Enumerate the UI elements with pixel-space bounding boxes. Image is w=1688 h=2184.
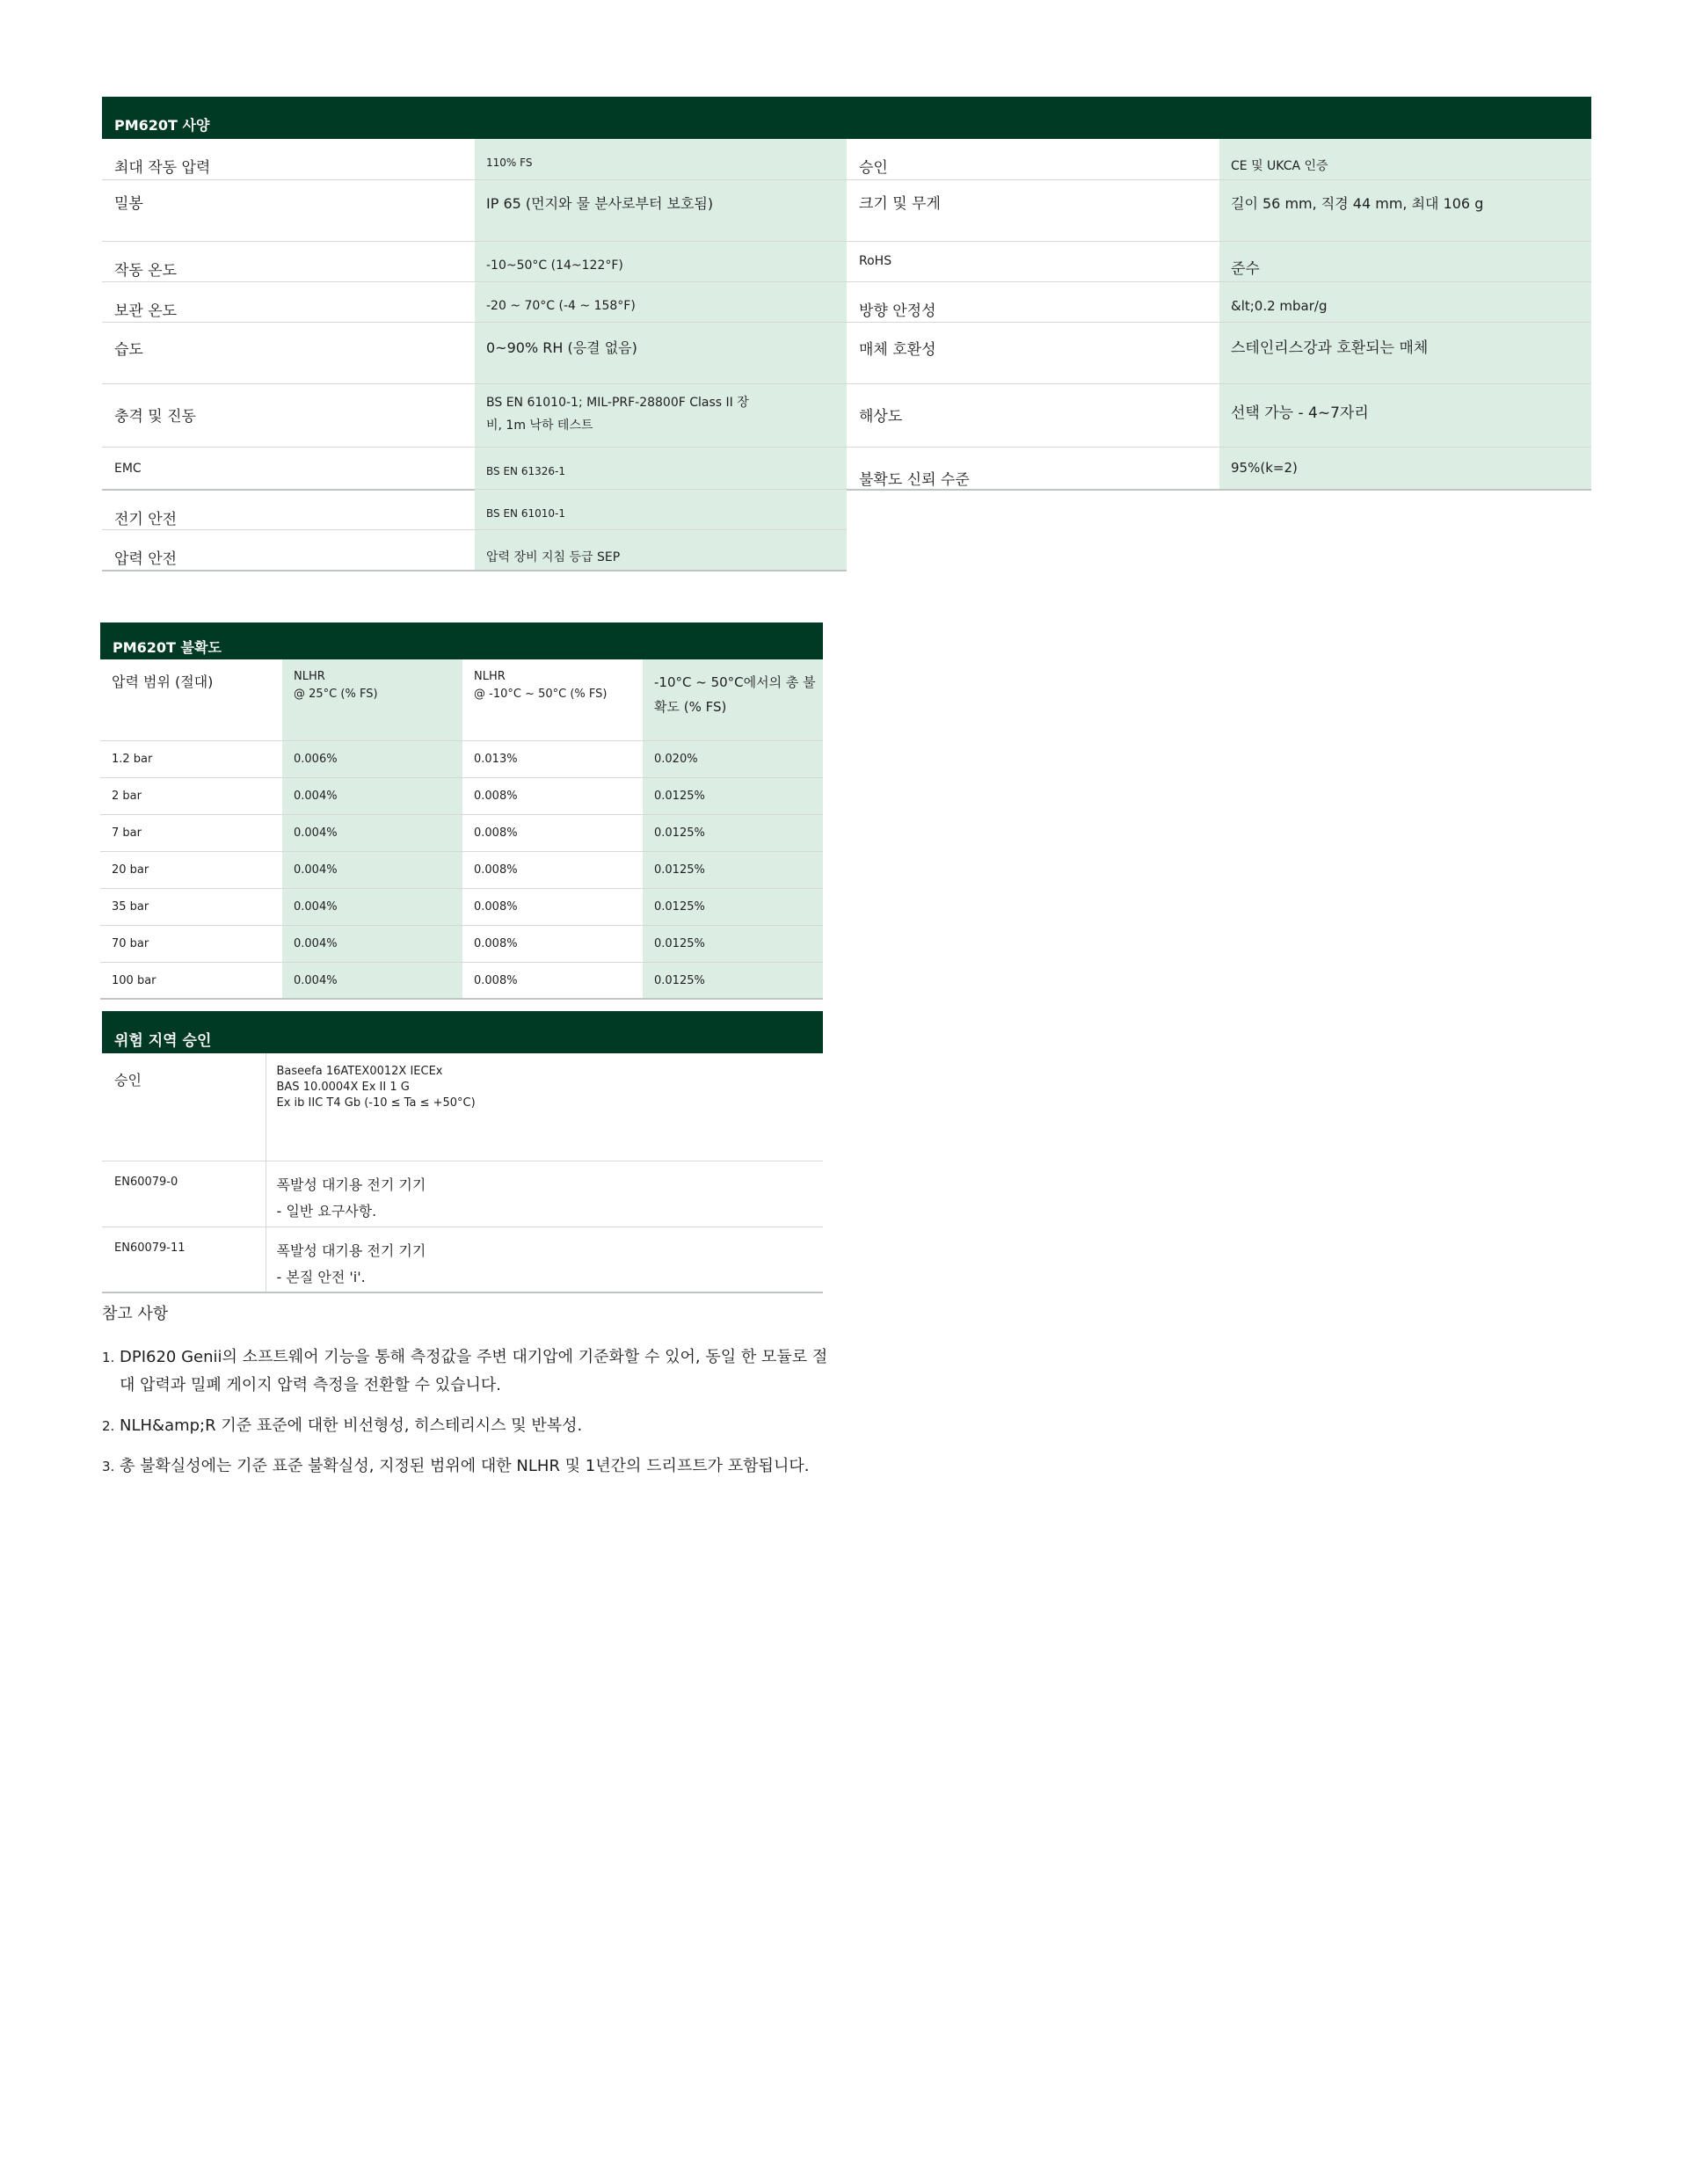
range-cell: 70 bar: [100, 925, 282, 962]
note-item: [102, 1412, 840, 1440]
table-row: [102, 490, 1591, 530]
spec-table: [102, 139, 1591, 571]
note-number: 1.: [102, 1350, 115, 1365]
spec-value: 95%(k=2): [1219, 447, 1591, 490]
value-cell: 0.0125%: [643, 888, 823, 925]
table-row: [102, 139, 1591, 179]
hazard-table: [102, 1053, 823, 1293]
spec-value: &lt;0.2 mbar/g: [1219, 281, 1591, 322]
uncertainty-table: [100, 659, 823, 1000]
spec-value: IP 65 (먼지와 물 분사로부터 보호됨): [475, 179, 847, 241]
value-cell: 0.013%: [462, 740, 643, 777]
value-cell: 0.0125%: [643, 962, 823, 999]
value-cell: 0.006%: [282, 740, 462, 777]
spec-label: EMC: [102, 447, 475, 490]
value-cell: 0.004%: [282, 814, 462, 851]
table-row: [100, 962, 823, 999]
column-header: 압력 범위 (절대): [100, 659, 282, 740]
note-number: 3.: [102, 1459, 115, 1474]
value-cell: 0.004%: [282, 888, 462, 925]
range-cell: 35 bar: [100, 888, 282, 925]
spec-label: 보관 온도: [102, 281, 475, 322]
spec-value: -20 ~ 70°C (-4 ~ 158°F): [475, 281, 847, 322]
hazard-value: 폭발성 대기용 전기 기기 - 일반 요구사항.: [266, 1161, 823, 1227]
spec-label: 매체 호환성: [847, 322, 1219, 383]
column-header: NLHR @ -10°C ~ 50°C (% FS): [462, 659, 643, 740]
range-cell: 1.2 bar: [100, 740, 282, 777]
table-row: [100, 740, 823, 777]
spec-value: 준수: [1219, 241, 1591, 281]
spec-label: RoHS: [847, 241, 1219, 281]
value-cell: 0.004%: [282, 777, 462, 814]
spec-value: CE 및 UKCA 인증: [1219, 139, 1591, 179]
spec-value: BS EN 61010-1: [475, 490, 847, 530]
spec-label: 해상도: [847, 383, 1219, 447]
spec-value: 선택 가능 - 4~7자리: [1219, 383, 1591, 447]
spec-label: 전기 안전: [102, 490, 475, 530]
table-row: [100, 851, 823, 888]
table-row: [102, 322, 1591, 383]
note-number: 2.: [102, 1418, 115, 1434]
table-row: [102, 281, 1591, 322]
table-row: [102, 530, 1591, 571]
spec-value: BS EN 61010-1; MIL-PRF-28800F Class II 장비, 1m 낙하 테스트: [475, 383, 847, 447]
value-cell: 0.008%: [462, 814, 643, 851]
spec-section-title: PM620T 사양: [102, 97, 1591, 139]
table-row: [102, 1227, 823, 1292]
spec-label: 방향 안정성: [847, 281, 1219, 322]
spec-label: 작동 온도: [102, 241, 475, 281]
spec-label: 밀봉: [102, 179, 475, 241]
table-row: [100, 925, 823, 962]
value-cell: 0.0125%: [643, 925, 823, 962]
value-cell: 0.008%: [462, 888, 643, 925]
value-cell: 0.004%: [282, 925, 462, 962]
value-cell: 0.008%: [462, 777, 643, 814]
spec-value: 110% FS: [475, 139, 847, 179]
hazard-value: Baseefa 16ATEX0012X IECEx BAS 10.0004X Ex II 1 G Ex ib IIC T4 Gb (-10 ≤ Ta ≤ +50°C): [266, 1053, 823, 1161]
hazard-label: EN60079-0: [102, 1161, 266, 1227]
table-header-row: [100, 659, 823, 740]
table-row: [102, 179, 1591, 241]
spec-label: 최대 작동 압력: [102, 139, 475, 179]
value-cell: 0.0125%: [643, 851, 823, 888]
table-row: [102, 1053, 823, 1161]
value-cell: 0.020%: [643, 740, 823, 777]
spec-label: 불확도 신뢰 수준: [847, 447, 1219, 490]
spec-value: 스테인리스강과 호환되는 매체: [1219, 322, 1591, 383]
note-item: [102, 1452, 840, 1481]
note-text: DPI620 Genii의 소프트웨어 기능을 통해 측정값을 주변 대기압에 기준화할 수 있어, 동일 한 모듈로 절대 압력과 밀폐 게이지 압력 측정을 전환할 수 있습니다.: [120, 1348, 828, 1394]
spec-value: 길이 56 mm, 직경 44 mm, 최대 106 g: [1219, 179, 1591, 241]
hazard-label: EN60079-11: [102, 1227, 266, 1292]
value-cell: 0.0125%: [643, 814, 823, 851]
table-row: [102, 1161, 823, 1227]
notes-title: 참고 사항: [102, 1305, 169, 1323]
note-item: [102, 1343, 840, 1400]
spec-label: 충격 및 진동: [102, 383, 475, 447]
hazard-section-title: 위험 지역 승인: [102, 1011, 823, 1053]
uncertainty-section-title: PM620T 불확도: [100, 622, 823, 659]
spec-label: 압력 안전: [102, 530, 475, 571]
spec-label: 승인: [847, 139, 1219, 179]
value-cell: 0.004%: [282, 962, 462, 999]
range-cell: 2 bar: [100, 777, 282, 814]
column-header: NLHR @ 25°C (% FS): [282, 659, 462, 740]
value-cell: 0.008%: [462, 851, 643, 888]
range-cell: 20 bar: [100, 851, 282, 888]
table-row: [102, 383, 1591, 447]
notes-section: [102, 1301, 840, 1493]
spec-value: BS EN 61326-1: [475, 447, 847, 490]
table-row: [100, 814, 823, 851]
spec-value: 압력 장비 지침 등급 SEP: [475, 530, 847, 571]
table-row: [100, 888, 823, 925]
range-cell: 7 bar: [100, 814, 282, 851]
note-text: 총 불확실성에는 기준 표준 불확실성, 지정된 범위에 대한 NLHR 및 1년간의 드리프트가 포함됩니다.: [120, 1457, 810, 1475]
spec-label: 습도: [102, 322, 475, 383]
value-cell: 0.0125%: [643, 777, 823, 814]
value-cell: 0.008%: [462, 925, 643, 962]
hazard-value: 폭발성 대기용 전기 기기 - 본질 안전 'i'.: [266, 1227, 823, 1292]
spec-value: 0~90% RH (응결 없음): [475, 322, 847, 383]
value-cell: 0.004%: [282, 851, 462, 888]
table-row: [102, 447, 1591, 490]
spec-value: -10~50°C (14~122°F): [475, 241, 847, 281]
table-row: [100, 777, 823, 814]
note-text: NLH&amp;R 기준 표준에 대한 비선형성, 히스테리시스 및 반복성.: [120, 1416, 583, 1435]
hazard-label: 승인: [102, 1053, 266, 1161]
range-cell: 100 bar: [100, 962, 282, 999]
spec-label: 크기 및 무게: [847, 179, 1219, 241]
column-header: -10°C ~ 50°C에서의 총 불확도 (% FS): [643, 659, 823, 740]
table-row: [102, 241, 1591, 281]
value-cell: 0.008%: [462, 962, 643, 999]
